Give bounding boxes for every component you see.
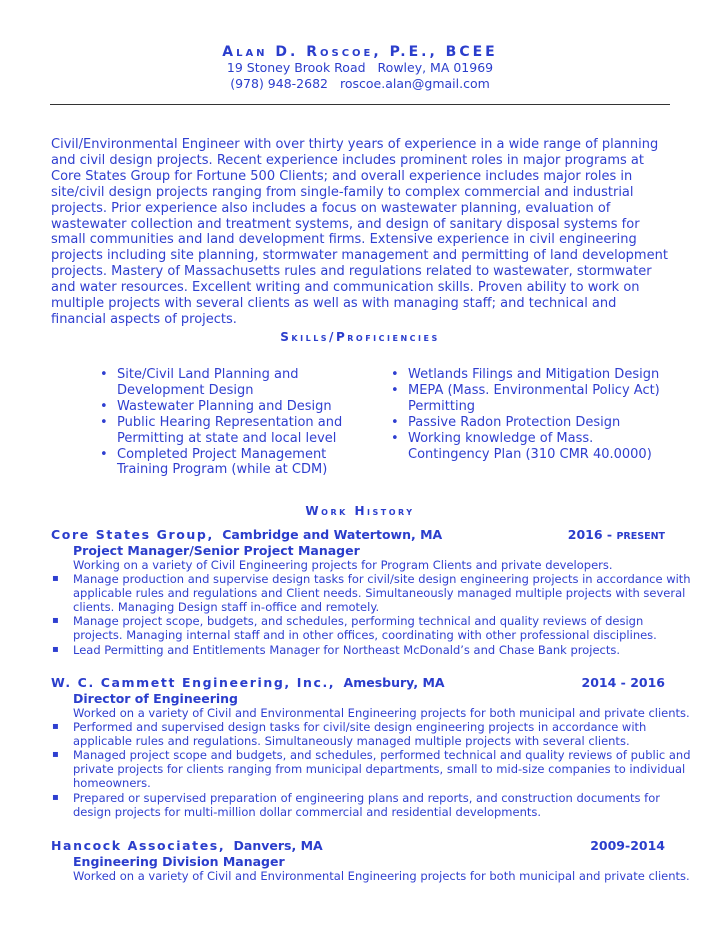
skill-item: • Public Hearing Representation and Permitting at state and local level	[100, 415, 350, 447]
job-dates: 2009-2014	[590, 838, 665, 853]
skills-list-left	[100, 367, 350, 478]
job-bullet: ▪ Managed project scope and budgets, and schedules, performed technical and quality reviews of public and private projects for clients ranging from municipal departments, small to mid-size companies to individual homeowners.	[51, 748, 691, 790]
job-header	[51, 527, 691, 543]
skill-item: • Site/Civil Land Planning and Development Design	[100, 367, 350, 399]
job-title: Director of Engineering	[73, 691, 238, 706]
skill-item: • Wastewater Planning and Design	[100, 399, 350, 415]
company-name: Core States Group,	[51, 527, 214, 542]
job-dates	[568, 527, 665, 542]
skill-item: • MEPA (Mass. Environmental Policy Act) Permitting	[391, 383, 661, 415]
date-start: 2016 -	[567, 527, 613, 542]
email-address: roscoe.alan@gmail.com	[339, 76, 490, 91]
job-location: Cambridge and Watertown, MA	[222, 527, 443, 542]
name-text: Alan D. Roscoe, P.E., BCEE	[222, 44, 498, 60]
contact-line	[0, 76, 720, 91]
company-name: W. C. Cammett Engineering, Inc.,	[51, 675, 336, 690]
job-location: Amesbury, MA	[343, 675, 445, 690]
skills-heading-text: Skills/Proficiencies	[280, 330, 440, 344]
job-bullets	[51, 572, 691, 657]
candidate-name	[0, 44, 720, 60]
job-entry-cammett	[51, 675, 691, 819]
job-bullet: ▪ Prepared or supervised preparation of engineering plans and reports, and construction documents for design projects for multi-million dollar commercial and residential developments.	[51, 791, 691, 819]
job-bullet: ▪ Performed and supervised design tasks for civil/site design engineering projects in accordance with applicable rules and regulations. Simultaneously managed multiple projects with several clients.	[51, 720, 691, 748]
skill-item: • Completed Project Management Training Program (while at CDM)	[100, 447, 350, 479]
job-location: Danvers, MA	[233, 838, 323, 853]
summary-paragraph: Civil/Environmental Engineer with over thirty years of experience in a wide range of planning and civil design projects. Recent experience includes prominent roles in major programs at Core States Group for Fortune 500 Clients; and overall experience includes major roles in site/civil design projects ranging from single-family to complex commercial and industrial projects. Prior experience also includes a focus on wastewater planning, evaluation of wastewater collection and treatment systems, and design of sanitary disposal systems for small communities and land development firms. Extensive experience in civil engineering projects including site planning, stormwater management and permitting of land development projects. Mastery of Massachusetts rules and regulations related to wastewater, stormwater and water resources. Excellent writing and communication skills. Proven ability to work on multiple projects with several clients as well as with managing staff; and technical and financial aspects of projects.	[51, 137, 668, 327]
job-entry-core-states	[51, 527, 691, 657]
skill-item: • Passive Radon Protection Design	[391, 415, 661, 431]
skill-item: • Working knowledge of Mass. Contingency Plan (310 CMR 40.0000)	[391, 431, 661, 463]
company-name: Hancock Associates,	[51, 838, 226, 853]
skill-item: • Wetlands Filings and Mitigation Design	[391, 367, 661, 383]
job-entry-hancock	[51, 838, 691, 883]
city-state-zip: Rowley, MA 01969	[377, 60, 494, 75]
phone-number: (978) 948-2682	[230, 76, 328, 91]
job-bullet: ▪ Lead Permitting and Entitlements Manager for Northeast McDonald’s and Chase Bank projects.	[51, 643, 691, 657]
street-address: 19 Stoney Brook Road	[226, 60, 366, 75]
job-bullets	[51, 720, 691, 819]
job-bullet: ▪ Manage production and supervise design tasks for civil/site design engineering projects in accordance with applicable rules and regulations and Client needs. Simultaneously managed multiple projects with several clients. Managing Design staff in-office and remotely.	[51, 572, 691, 614]
work-history-heading	[0, 504, 720, 518]
address-line	[0, 60, 720, 75]
job-header	[51, 838, 691, 854]
job-title: Engineering Division Manager	[73, 854, 285, 869]
skills-list-right	[391, 367, 661, 462]
job-description: Worked on a variety of Civil and Environmental Engineering projects for both municipal and private clients.	[73, 706, 690, 720]
date-end: PRESENT	[616, 531, 665, 542]
skills-heading	[0, 330, 720, 344]
job-dates: 2014 - 2016	[581, 675, 665, 690]
job-title: Project Manager/Senior Project Manager	[73, 543, 360, 558]
header-divider	[50, 104, 670, 105]
job-description: Working on a variety of Civil Engineering projects for Program Clients and private developers.	[73, 558, 613, 572]
work-heading-text: Work History	[305, 504, 415, 518]
job-header	[51, 675, 691, 691]
job-description: Worked on a variety of Civil and Environmental Engineering projects for both municipal and private clients.	[73, 869, 690, 883]
job-bullet: ▪ Manage project scope, budgets, and schedules, performing technical and quality reviews of design projects. Managing internal staff and in other offices, coordinating with other professional disciplines.	[51, 614, 691, 642]
